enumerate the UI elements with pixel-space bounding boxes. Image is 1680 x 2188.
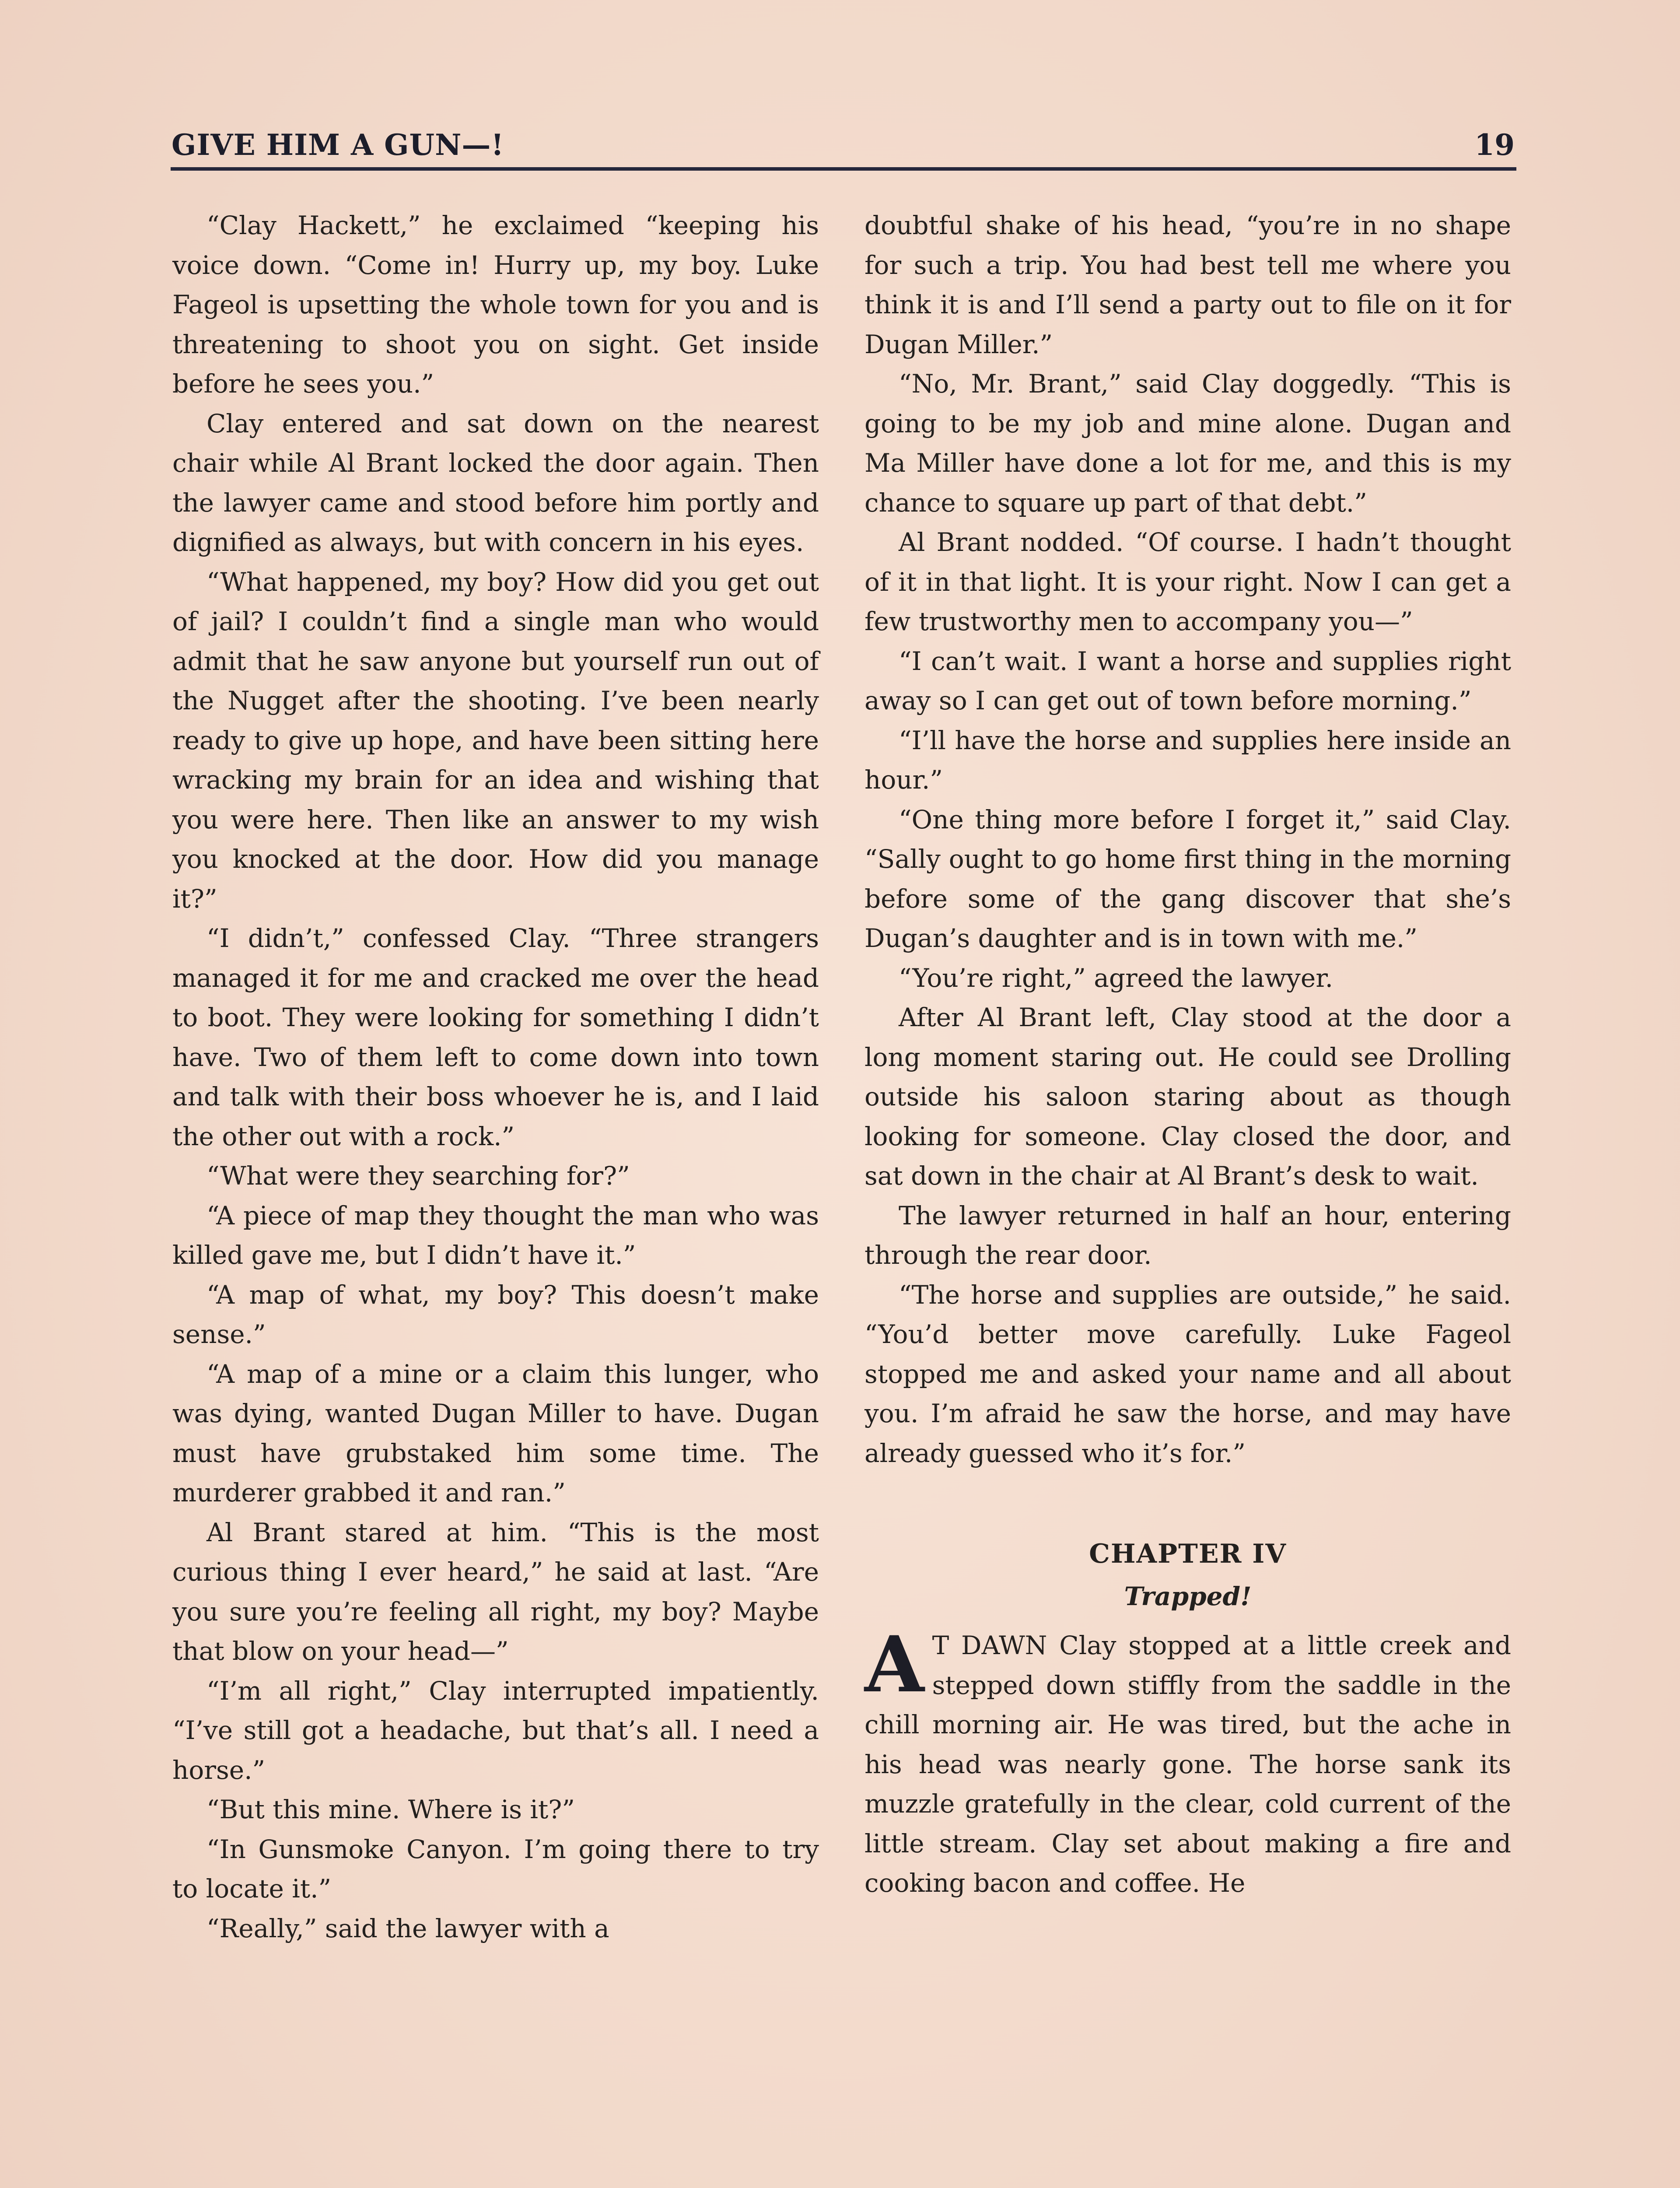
left-column [172,206,819,1948]
paragraph: Al Brant stared at him. “This is the most curious thing I ever heard,” he said at last. “Are you sure you’re feeling all right, my boy? Maybe that blow on your head—” [172,1517,819,1666]
paragraph: After Al Brant left, Clay stood at the door a long moment staring out. He could see Drolling outside his saloon staring about as though looking for someone. Clay closed the door, and sat down in the chair at Al Brant’s desk to wait. [864,1003,1511,1191]
drop-cap: A [864,1619,924,1710]
paragraph: “I’m all right,” Clay interrupted impatiently. “I’ve still got a headache, but that’s all. I need a horse.” [172,1676,819,1785]
paragraph: “In Gunsmoke Canyon. I’m going there to try to locate it.” [172,1834,819,1904]
paragraph: “Clay Hackett,” he exclaimed “keeping his voice down. “Come in! Hurry up, my boy. Luke Fageol is upsetting the whole town for you and is threatening to shoot you on sight. Get inside before he sees you.” [172,210,819,399]
right-column [864,206,1511,1903]
paragraph: “You’re right,” agreed the lawyer. [899,963,1334,993]
paragraph: “No, Mr. Brant,” said Clay doggedly. “This is going to be my job and mine alone. Dugan and Ma Miller have done a lot for me, and this is my chance to square up part of that debt.” [864,369,1511,518]
paragraph: “A map of a mine or a claim this lunger, who was dying, wanted Dugan Miller to have. Dugan must have grubstaked him some time. The murderer grabbed it and ran.” [172,1359,819,1508]
chapter-opening-text: T DAWN Clay stopped at a little creek and stepped down stiffly from the saddle in the chill morning air. He was tired, but the ache in his head was nearly gone. The horse sank its muzzle gratefully in the clear, cold current of the little stream. Clay set about making a fire and cooking bacon and coffee. He [864,1630,1511,1898]
paragraph: “What were they searching for?” [206,1161,630,1191]
paragraph: doubtful shake of his head, “you’re in no shape for such a trip. You had best tell me where you think it is and I’ll send a party out to file on it for Dugan Miller.” [864,210,1511,359]
chapter-heading: CHAPTER IV [1089,1539,1287,1569]
running-header [172,128,1515,172]
paragraph: “I can’t wait. I want a horse and supplies right away so I can get out of town before morning.” [864,646,1511,715]
paragraph: The lawyer returned in half an hour, entering through the rear door. [864,1200,1511,1270]
paragraph: “I didn’t,” confessed Clay. “Three strangers managed it for me and cracked me over the head to boot. They were looking for something I didn’t have. Two of them left to come down into town and talk with their boss whoever he is, and I laid the other out with a rock.” [172,923,819,1151]
paragraph: “One thing more before I forget it,” said Clay. “Sally ought to go home first thing in the morning before some of the gang discover that she’s Dugan’s daughter and is in town with me.” [864,804,1511,953]
paragraph: “What happened, my boy? How did you get out of jail? I couldn’t find a single man who would admit that he saw anyone but yourself run out of the Nugget after the shooting. I’ve been nearly ready to give up hope, and have been sitting here wracking my brain for an idea and wishing that you were here. Then like an answer to my wish you knocked at the door. How did you manage it?” [172,567,819,914]
chapter-opening-paragraph [864,1619,1511,1903]
page-number: 19 [1474,128,1515,162]
paragraph: “A piece of map they thought the man who was killed gave me, but I didn’t have it.” [172,1200,819,1270]
paragraph: Clay entered and sat down on the nearest chair while Al Brant locked the door again. Then the lawyer came and stood before him portly and dignified as always, but with concern in his eyes. [172,408,819,557]
paragraph: “A map of what, my boy? This doesn’t make sense.” [172,1280,819,1349]
paragraph: “I’ll have the horse and supplies here inside an hour.” [864,725,1511,795]
paragraph: “The horse and supplies are outside,” he said. “You’d better move carefully. Luke Fageol stopped me and asked your name and all about you. I’m afraid he saw the horse, and may have already guessed who it’s for.” [864,1280,1511,1468]
header-rule [171,167,1516,171]
paragraph: Al Brant nodded. “Of course. I hadn’t thought of it in that light. It is your right. Now I can get a few trustworthy men to accompany you—” [864,527,1511,636]
chapter-subtitle: Trapped! [1124,1581,1252,1611]
running-title: GIVE HIM A GUN—! [172,128,504,162]
paragraph: “Really,” said the lawyer with a [206,1913,609,1943]
paragraph: “But this mine. Where is it?” [206,1795,575,1824]
